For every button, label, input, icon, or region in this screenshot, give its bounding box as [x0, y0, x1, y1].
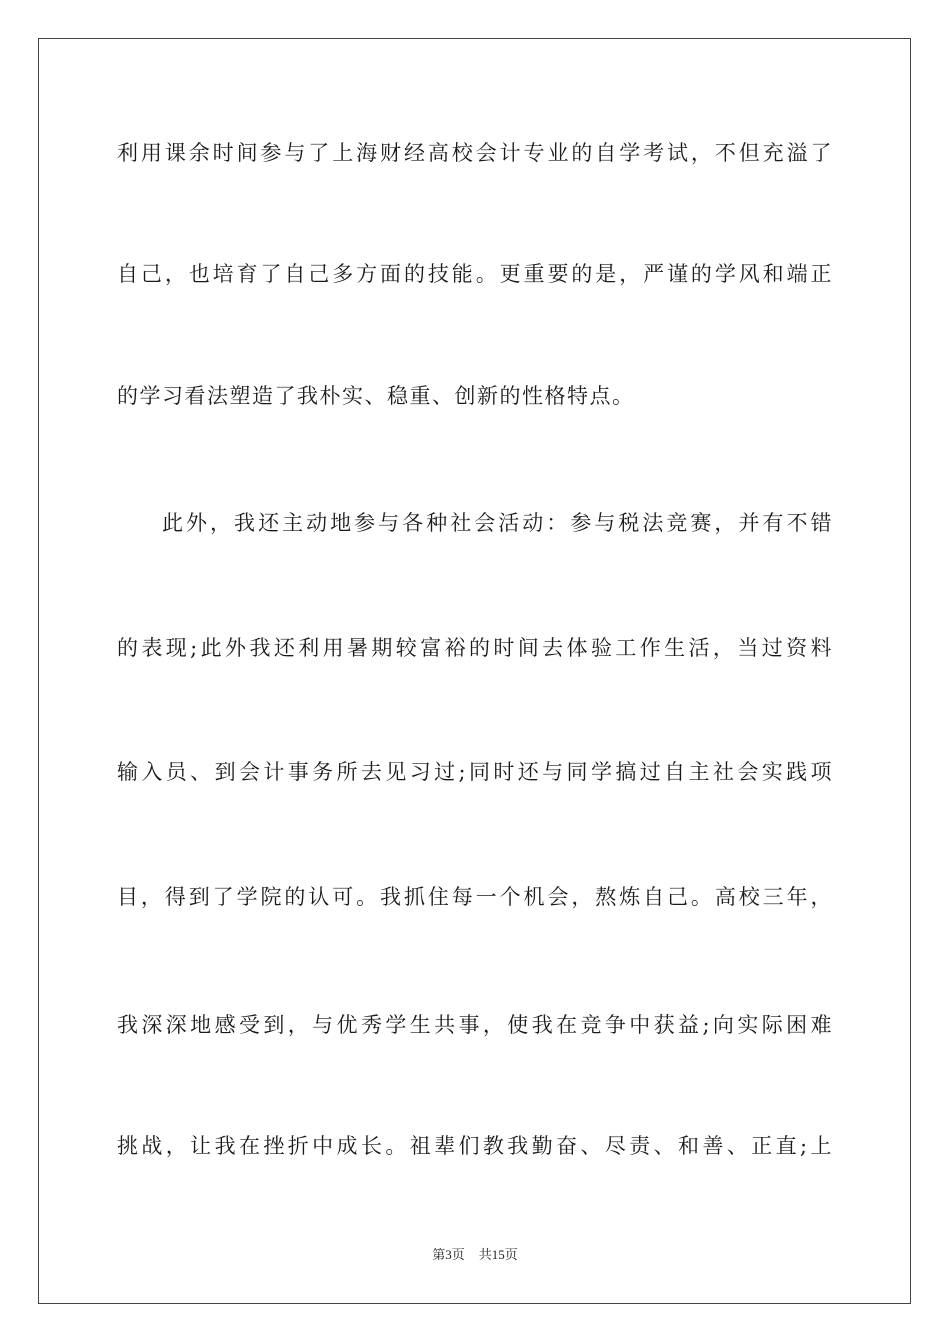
text-line: 的表现;此外我还利用暑期较富裕的时间去体验工作生活，当过资料 [117, 636, 833, 660]
text-line: 自己，也培育了自己多方面的技能。更重要的是，严谨的学风和端正 [117, 262, 833, 286]
paragraph-first-line: 此外，我还主动地参与各种社会活动：参与税法竞赛，并有不错 [162, 511, 833, 535]
text-line: 利用课余时间参与了上海财经高校会计专业的自学考试，不但充溢了 [117, 141, 833, 165]
text-line: 挑战，让我在挫折中成长。祖辈们教我勤奋、尽责、和善、正直;上 [117, 1134, 833, 1158]
total-pages: 共15页 [478, 1247, 518, 1262]
page-footer [0, 1246, 950, 1264]
text-line: 输入员、到会计事务所去见习过;同时还与同学搞过自主社会实践项 [117, 760, 833, 784]
text-line: 我深深地感受到，与优秀学生共事，使我在竞争中获益;向实际困难 [117, 1013, 833, 1037]
page-number: 第3页 [432, 1247, 465, 1262]
text-line: 的学习看法塑造了我朴实、稳重、创新的性格特点。 [117, 384, 635, 408]
text-line: 目，得到了学院的认可。我抓住每一个机会，熬炼自己。高校三年， [117, 885, 833, 909]
page-border [38, 38, 911, 1304]
